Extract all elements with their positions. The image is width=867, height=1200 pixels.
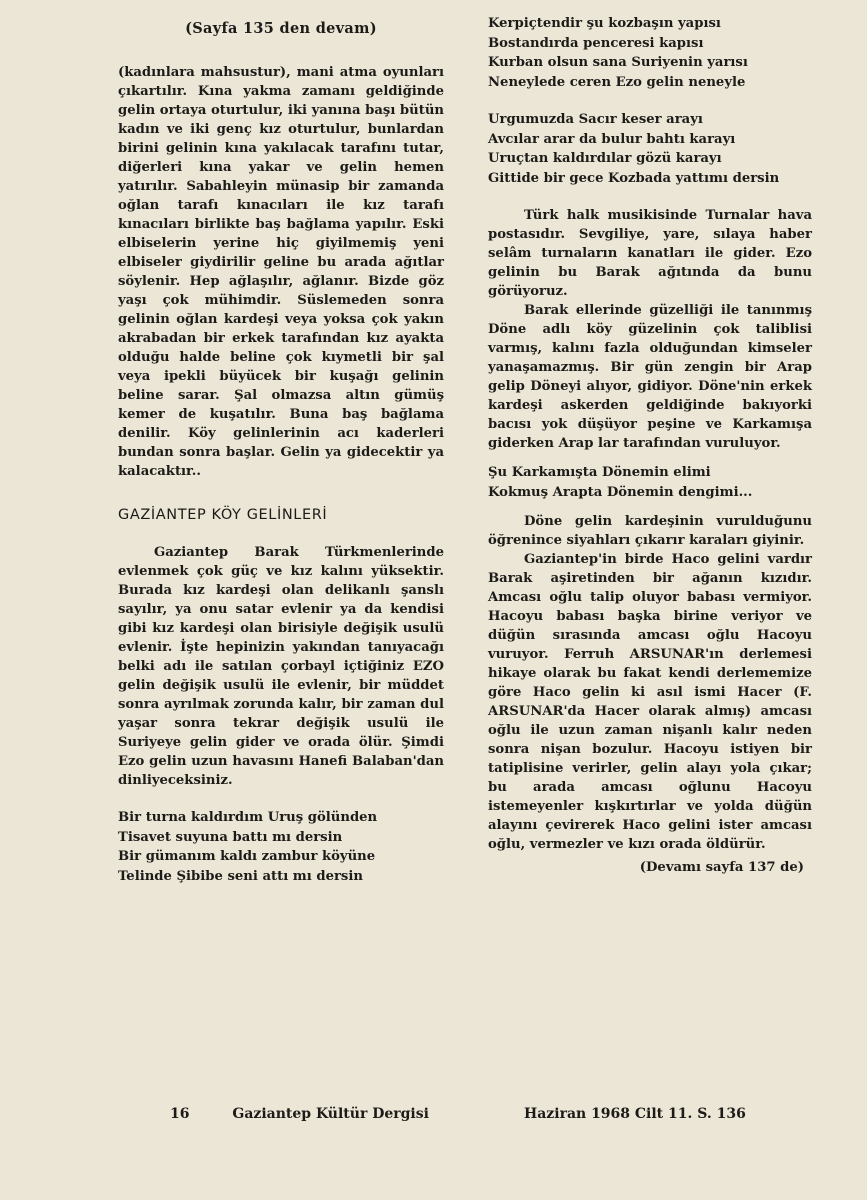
page-number: 16 <box>170 1106 190 1122</box>
section-title: GAZİANTEP KÖY GELİNLERİ <box>118 507 328 523</box>
verse-line: Avcılar arar da bulur bahtı karayı <box>488 131 736 147</box>
verse-line: Bostandırda penceresi kapısı <box>488 35 704 51</box>
verse-line: Şu Karkamışta Dönemin elimi <box>488 465 711 480</box>
right-verse-3 <box>488 463 812 502</box>
footer-left <box>170 1106 429 1122</box>
verse-line: Gittide bir gece Kozbada yattımı dersin <box>488 170 780 186</box>
verse-line: Kerpiçtendir şu kozbaşın yapısı <box>488 16 721 31</box>
right-paragraph-3: Döne gelin kardeşinin vurulduğunu öğrenince siyahları çıkarır karaları giyinir. <box>488 514 812 548</box>
verse-line: Bir turna kaldırdım Uruş gölünden <box>118 810 378 825</box>
verse-line: Urgumuzda Sacır keser arayı <box>488 112 703 127</box>
left-paragraph-2: Gaziantep Barak Türkmenlerinde evlenmek çok güç ve kız kalını yüksektir. Burada kız kardeşi olan delikanlı şanslı sayılır, ya onu satar evlenir ya da kendisi gibi kız kardeşi olan birisiyle değişik usulü evlenir. İşte hepinizin yakından tanıyacağı belki adı ile satılan çorbayl içtiğiniz EZO gelin değişik usulü ile evlenir, bir müddet sonra ayrılmak zorunda kalır, bir zaman dul yaşar sonra tekrar değişik usulü ile Suriyeye gelin gider ve orada ölür. Şimdi Ezo gelin uzun havasını Hanefi Balaban'dan dinliyeceksiniz. <box>118 545 444 788</box>
right-paragraph-1: Türk halk musikisinde Turnalar hava postasıdır. Sevgiliye, yare, sılaya haber selâm turnaların kanatları ile gider. Ezo gelinin bu Barak ağıtında da bunu görüyoruz. <box>488 208 812 299</box>
right-paragraph-2: Barak ellerinde güzelliği ile tanınmış Döne adlı köy güzelinin çok taliblisi varmış, kalını fazla olduğundan kimseler yanaşamazmış. Bir gün zengin bir Arap gelip Döneyi alıyor, gidiyor. Döne'nin erkek kardeşi askerden geldiğinde bakıyorki bacısı yok düşüyor peşine ve Karkamışa giderken Arap lar tarafından vuruluyor. <box>488 303 812 451</box>
continued-from-header: (Sayfa 135 den devam) <box>185 20 377 37</box>
right-column <box>488 14 812 875</box>
verse-line: Uruçtan kaldırdılar gözü karayı <box>488 151 722 166</box>
left-column <box>118 14 444 886</box>
left-paragraph-1: (kadınlara mahsustur), mani atma oyunları çıkartılır. Kına yakma zamanı geldiğinde gelin ortaya oturtulur, iki yanına başı bütün kadın ve iki genç kız oturtulur, bunlardan birini gelinin kına yakılacak tarafını tutar, diğerleri kına yakar ve gelin hemen yatırılır. Sabahleyin münasip bir zamanda oğlan tarafı kınacıları ile kız tarafı kınacıları birlikte baş bağlama yapılır. Eski elbiselerin yerine hiç giyilmemiş yeni elbiseler giydirilir geline bu arada ağıtlar söylenir. Hep ağlaşılır, ağlanır. Bizde göz yaşı çok mühimdir. Süslemeden sonra gelinin oğlan kardeşi veya yoksa çok yakın akrabadan bir erkek tarafından kız ayakta olduğu halde beline çok kıymetli bir şal veya ipekli büyücek bir kuşağı gelinin beline sarar. Şal olmazsa altın gümüş kemer de kuşatılır. Buna baş bağlama denilir. Köy gelinlerinin acı kaderleri bundan sonra başlar. Gelin ya gidecektir ya kalacaktır.. <box>118 65 445 479</box>
verse-line: Kurban olsun sana Suriyenin yarısı <box>488 55 748 70</box>
verse-line: Kokmuş Arapta Dönemin dengimi... <box>488 484 753 500</box>
verse-line: Bir gümanım kaldı zambur köyüne <box>118 849 376 864</box>
continued-on-note: (Devamı sayfa 137 de) <box>639 860 804 875</box>
journal-name: Gaziantep Kültür Dergisi <box>232 1106 429 1122</box>
right-verse-2 <box>488 110 812 188</box>
left-verse <box>118 808 444 886</box>
verse-line: Neneylede ceren Ezo gelin neneyle <box>488 74 746 90</box>
footer-issue: Haziran 1968 Cilt 11. S. 136 <box>524 1106 746 1122</box>
verse-line: Telinde Şibibe seni attı mı dersin <box>118 868 363 884</box>
verse-line: Tisavet suyuna battı mı dersin <box>118 829 343 845</box>
right-verse-1 <box>488 14 812 92</box>
right-paragraph-4: Gaziantep'in birde Haco gelini vardır Barak aşiretinden bir ağanın kızıdır. Amcası oğlu talip oluyor babası vermiyor. Hacoyu babası başka birine veriyor ve düğün sırasında amcası oğlu Hacoyu vuruyor. Ferruh ARSUNAR'ın derlemesi hikaye olarak bu fakat kendi derlememize göre Haco gelin ki asıl ismi Hacer (F. ARSUNAR'da Hacer olarak almış) amcası oğlu ile uzun zaman nişanlı kalır neden sonra nişan bozulur. Hacoyu istiyen bir tatiplisine verirler, gelin alayı yola çıkar; bu arada amcası oğlunu Hacoyu istemeyenler kışkırtırlar ve yolda düğün alayını çevirerek Haco gelini ister amcası oğlu, vermezler ve kızı orada öldürür. <box>488 552 812 852</box>
